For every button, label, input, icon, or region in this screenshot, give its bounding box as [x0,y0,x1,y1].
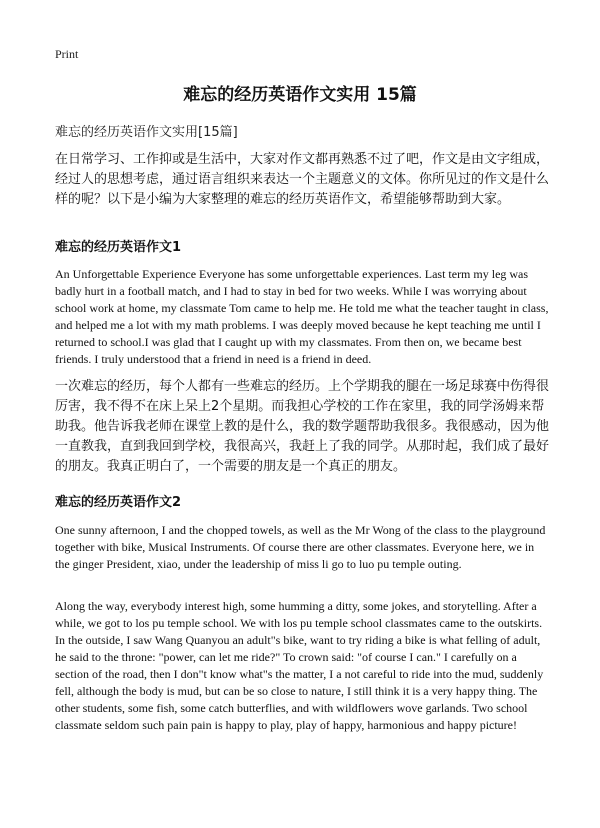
essay-2-english: One sunny afternoon, I and the chopped towels, as well as the Mr Wong of the class to the playground together with bike, Musical Instruments. Of course there are other classmates. Everyone here, we in the ginger President, xiao, under the leadership of miss li go to luo pu temple outing. [55,523,546,571]
print-label[interactable]: Print [55,47,79,61]
page-title: 难忘的经历英语作文实用 15篇 [183,85,417,105]
intro-block [55,150,550,210]
essay-1-english: An Unforgettable Experience Everyone has some unforgettable experiences. Last term my leg was badly hurt in a football match, and I had to stay in bed for two weeks. While I was worrying about school work at home, my classmate Tom came to help me. He told me what the teacher taught in class, and helped me a lot with my math problems. I was deeply moved because he kept teaching me until I returned to school.I was glad that I caught up with my classmates. From then on, we became best friends. I truly understood that a friend in need is a friend in deed. [55,267,549,366]
essay-1-english-block [55,266,550,368]
essay-1-heading-block [55,236,550,255]
essay-2-heading: 难忘的经历英语作文2 [55,495,182,510]
essay-2-english-continued: Along the way, everybody interest high, some humming a ditty, some jokes, and storytelling. After a while, we got to los pu temple school. We with los pu temple school classmates came to the outskirts. In the outside, I saw Wang Quanyou an adult"s bike, want to try riding a bike is what felling of adult, he said to the throne: "power, can let me ride?" To crown said: "of course I can." I carefully on a section of the road, then I don"t know what"s the matter, I a not careful to ride into the mud, suddenly fell, although the body is mud, but can be so close to nature, I still think it is a very happy thing. The other students, some fish, some catch butterflies, and with wildflowers wove garlands. Two school classmate seldom such pain pain is happy to play, play of happy, harmonious and happy picture! [55,599,544,732]
essay-1-heading: 难忘的经历英语作文1 [55,240,182,255]
essay-2-heading-block [55,491,550,510]
intro-paragraph: 在日常学习、工作抑或是生活中，大家对作文都再熟悉不过了吧，作文是由文字组成，经过人的思想考虑，通过语言组织来表达一个主题意义的文体。你所见过的作文是什么样的呢？以下是小编为大家整理的难忘的经历英语作文，希望能够帮助到大家。 [55,152,550,207]
document-subtitle: 难忘的经历英语作文实用[15篇] [55,125,238,140]
essay-1-chinese: 一次难忘的经历，每个人都有一些难忘的经历。上个学期我的腿在一场足球赛中伤得很厉害，我不得不在床上呆上2个星期。而我担心学校的工作在家里，我的同学汤姆来帮助我。他告诉我老师在课堂上教的是什么，我的数学题帮助我很多。我很感动，因为他一直教我，直到我回到学校，我很高兴，我赶上了我的同学。从那时起，我们成了最好的朋友。我真正明白了，一个需要的朋友是一个真正的朋友。 [55,379,550,474]
essay-1-chinese-block [55,377,550,477]
essay-2-english2-block [55,598,550,734]
essay-2-english-block [55,522,550,573]
